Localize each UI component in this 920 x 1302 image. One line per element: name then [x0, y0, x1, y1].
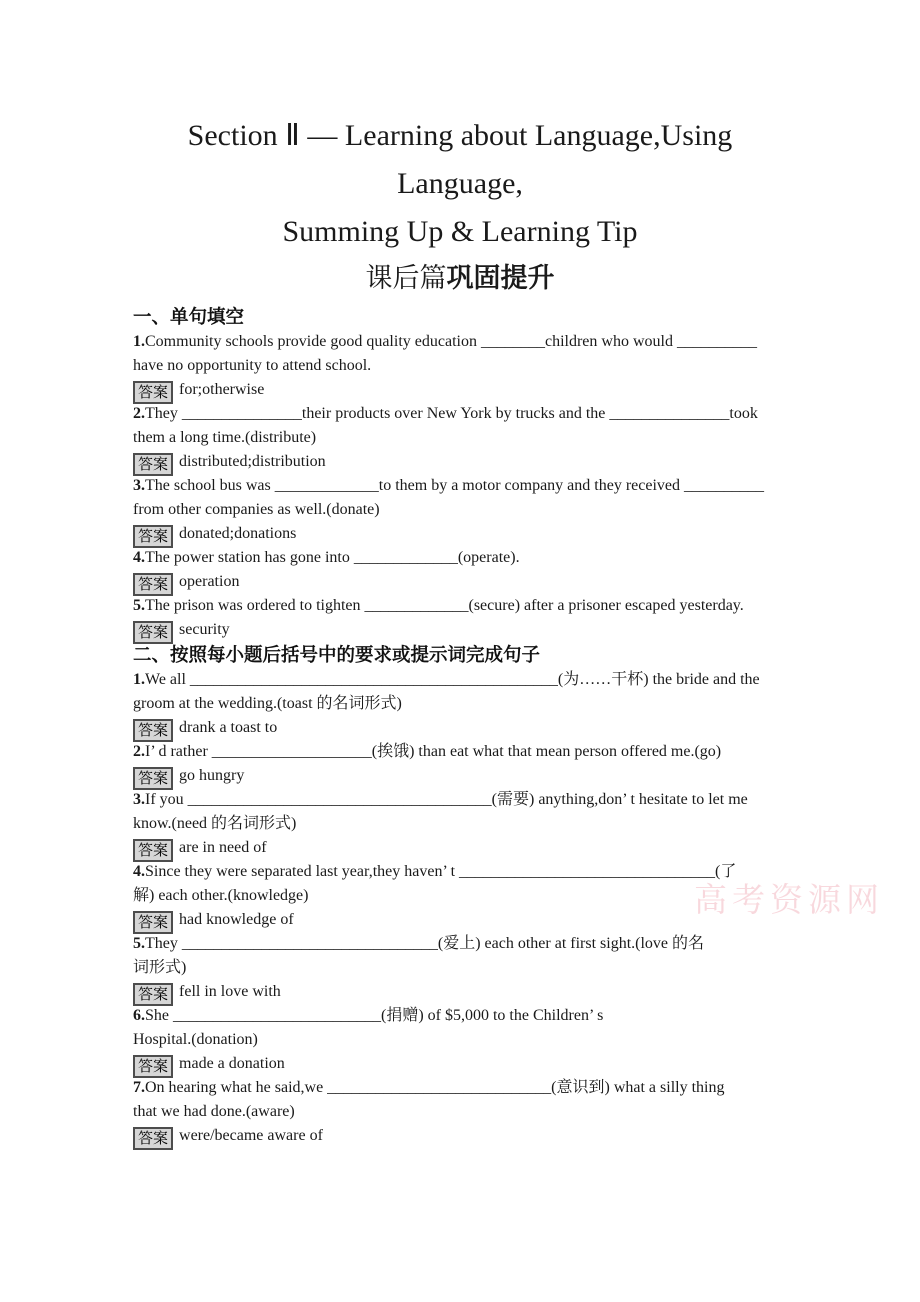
answer-label-box: 答案 [133, 453, 173, 476]
question-number: 1. [133, 333, 145, 350]
question-number: 5. [133, 935, 145, 952]
question-continuation-line: have no opportunity to attend school. [133, 357, 372, 374]
question-number: 7. [133, 1079, 145, 1096]
answer-text: drank a toast to [179, 719, 278, 736]
question-continuation-line: that we had done.(aware) [133, 1103, 295, 1120]
answer-label-box: 答案 [133, 381, 173, 404]
question-number: 3. [133, 477, 145, 494]
answer-row [133, 618, 793, 642]
question-number: 2. [133, 405, 145, 422]
question-line: 3.The school bus was _____________to them by a motor company and they received __________ [133, 477, 764, 494]
subtitle-bold-part: 巩固提升 [446, 263, 555, 293]
answer-row [133, 1124, 793, 1148]
answer-label-box: 答案 [133, 911, 173, 934]
question-continuation-line: 解) each other.(knowledge) [133, 887, 309, 904]
answer-text: fell in love with [179, 983, 281, 1000]
answer-text: donated;donations [179, 525, 297, 542]
answer-text: had knowledge of [179, 911, 294, 928]
answer-label-box: 答案 [133, 839, 173, 862]
answer-text: for;otherwise [179, 381, 265, 398]
answer-row [133, 1052, 793, 1076]
answer-label-box: 答案 [133, 767, 173, 790]
answer-text: distributed;distribution [179, 453, 326, 470]
answer-text: were/became aware of [179, 1127, 323, 1144]
answer-label-box: 答案 [133, 621, 173, 644]
question-number: 3. [133, 791, 145, 808]
question-line: 2.I’ d rather ____________________(挨饿) than eat what that mean person offered me.(go) [133, 743, 722, 760]
question-line: 4.Since they were separated last year,they haven’ t ________________________________(了 [133, 863, 737, 880]
question-line: 7.On hearing what he said,we ____________________________(意识到) what a silly thing [133, 1079, 725, 1096]
answer-text: operation [179, 573, 240, 590]
answer-label-box: 答案 [133, 1127, 173, 1150]
title-line-1: Section Ⅱ — Learning about Language,Using [187, 119, 733, 152]
question-continuation-line: Hospital.(donation) [133, 1031, 258, 1048]
answer-row [133, 450, 793, 474]
answer-row [133, 836, 793, 860]
answer-label-box: 答案 [133, 1055, 173, 1078]
question-continuation-line: from other companies as well.(donate) [133, 501, 380, 518]
answer-row [133, 522, 793, 546]
question-line: 5.The prison was ordered to tighten _____________(secure) after a prisoner escaped yesterday. [133, 597, 744, 614]
question-line: 6.She __________________________(捐赠) of $5,000 to the Children’ s [133, 1007, 604, 1024]
question-number: 5. [133, 597, 145, 614]
question-number: 4. [133, 863, 145, 880]
exercise-content [133, 304, 793, 1148]
title-line-3: Summing Up & Learning Tip [282, 215, 638, 248]
answer-text: are in need of [179, 839, 267, 856]
question-line: 3.If you ______________________________________(需要) anything,don’ t hesitate to let me [133, 791, 748, 808]
question-number: 1. [133, 671, 145, 688]
question-number: 4. [133, 549, 145, 566]
answer-row [133, 378, 793, 402]
subtitle-regular-part: 课后篇 [365, 263, 447, 293]
answer-row [133, 716, 793, 740]
answer-text: security [179, 621, 230, 638]
section-heading: 二、按照每小题后括号中的要求或提示词完成句子 [133, 644, 541, 665]
question-line: 2.They _______________their products over New York by trucks and the _______________took [133, 405, 758, 422]
title-line-2: Language, [397, 167, 523, 200]
question-number: 2. [133, 743, 145, 760]
question-continuation-line: them a long time.(distribute) [133, 429, 317, 446]
answer-row [133, 980, 793, 1004]
section-heading: 一、单句填空 [133, 306, 245, 327]
answer-text: made a donation [179, 1055, 285, 1072]
answer-label-box: 答案 [133, 525, 173, 548]
answer-label-box: 答案 [133, 983, 173, 1006]
question-line: 1.Community schools provide good quality education ________children who would __________ [133, 333, 757, 350]
answer-row [133, 764, 793, 788]
document-subtitle [0, 258, 920, 298]
answer-row [133, 570, 793, 594]
question-number: 6. [133, 1007, 145, 1024]
question-line: 4.The power station has gone into _____________(operate). [133, 549, 520, 566]
answer-label-box: 答案 [133, 573, 173, 596]
answer-row [133, 908, 793, 932]
question-line: 1.We all ______________________________________________(为……干杯) the bride and the [133, 671, 760, 688]
answer-text: go hungry [179, 767, 245, 784]
question-continuation-line: 词形式) [133, 959, 187, 976]
watermark-text: 高考资源网 [694, 881, 884, 918]
question-line: 5.They ________________________________(爱上) each other at first sight.(love 的名 [133, 935, 705, 952]
question-continuation-line: know.(need 的名词形式) [133, 815, 297, 832]
question-continuation-line: groom at the wedding.(toast 的名词形式) [133, 695, 402, 712]
document-title [0, 112, 920, 256]
answer-label-box: 答案 [133, 719, 173, 742]
